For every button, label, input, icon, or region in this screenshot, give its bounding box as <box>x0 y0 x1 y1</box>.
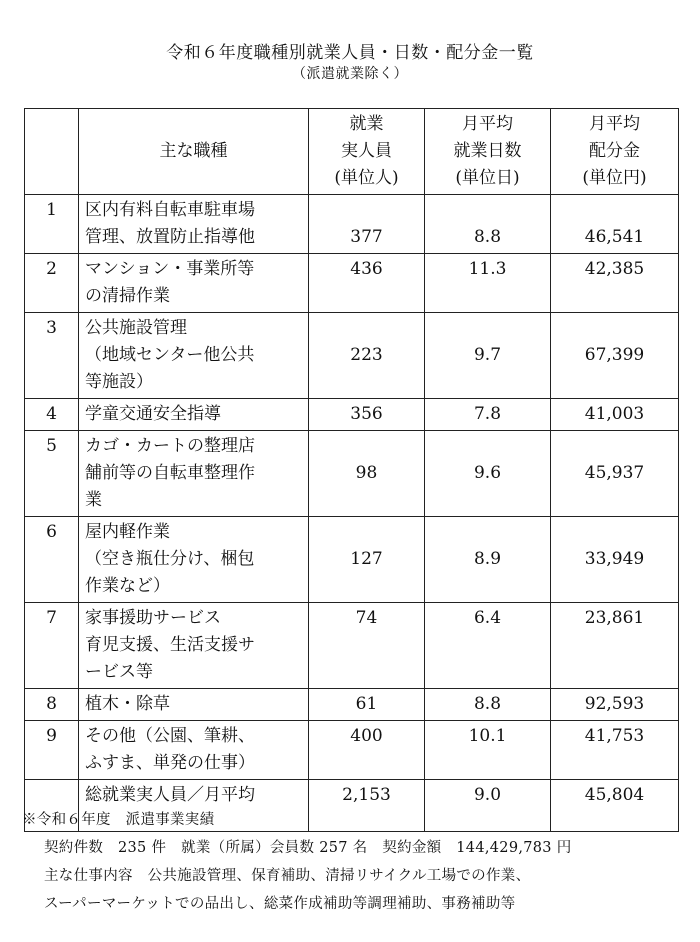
row-people: 127 <box>309 517 425 603</box>
job-line: 舗前等の自転車整理作 <box>85 463 255 483</box>
employment-table <box>24 108 679 832</box>
job-line: マンション・事業所等 <box>85 259 255 279</box>
job-line: 等施設） <box>85 372 153 392</box>
row-pay: 67,399 <box>551 313 679 399</box>
table-row <box>25 721 679 780</box>
header-people-line: 就業 <box>349 114 384 134</box>
table-header-row <box>25 109 679 195</box>
row-number: 4 <box>25 399 79 431</box>
row-pay: 46,541 <box>551 195 679 254</box>
row-pay: 42,385 <box>551 254 679 313</box>
header-pay-line: 月平均 <box>589 114 640 134</box>
row-number: 2 <box>25 254 79 313</box>
header-pay-line: 配分金 <box>589 141 640 161</box>
job-line: 作業など） <box>85 576 170 596</box>
job-line: 管理、放置防止指導他 <box>85 227 255 247</box>
dispatch-work-line: スーパーマーケットでの品出し、総菜作成補助等調理補助、事務補助等 <box>44 896 516 912</box>
row-people: 74 <box>309 603 425 689</box>
job-line: ービス等 <box>85 662 153 682</box>
row-people: 436 <box>309 254 425 313</box>
row-people: 356 <box>309 399 425 431</box>
row-job <box>79 721 309 780</box>
row-people: 98 <box>309 431 425 517</box>
table-row <box>25 313 679 399</box>
header-days-line: 月平均 <box>462 114 513 134</box>
row-people: 400 <box>309 721 425 780</box>
job-line: （空き瓶仕分け、梱包 <box>85 549 255 569</box>
row-number: 6 <box>25 517 79 603</box>
header-pay <box>551 109 679 195</box>
job-line: 業 <box>85 490 102 510</box>
row-number: 5 <box>25 431 79 517</box>
row-days: 7.8 <box>425 399 551 431</box>
row-number: 9 <box>25 721 79 780</box>
header-number <box>25 109 79 195</box>
row-days: 8.8 <box>425 195 551 254</box>
row-people: 61 <box>309 689 425 721</box>
table-row <box>25 431 679 517</box>
header-job: 主な職種 <box>79 109 309 195</box>
row-days: 10.1 <box>425 721 551 780</box>
total-label: 総就業実人員／月平均 <box>79 780 309 832</box>
row-job <box>79 431 309 517</box>
row-days: 6.4 <box>425 603 551 689</box>
page-subtitle: （派遣就業除く） <box>292 66 408 82</box>
header-pay-line: (単位円) <box>582 168 647 188</box>
row-job <box>79 517 309 603</box>
job-line: カゴ・カートの整理店 <box>85 436 255 456</box>
table-row <box>25 399 679 431</box>
job-line: 育児支援、生活支援サ <box>85 635 255 655</box>
job-line: 公共施設管理 <box>85 318 187 338</box>
row-days: 11.3 <box>425 254 551 313</box>
row-job <box>79 689 309 721</box>
dispatch-heading: ※令和６年度 派遣事業実績 <box>22 812 215 828</box>
job-line: 学童交通安全指導 <box>85 404 221 424</box>
header-people-line: (単位人) <box>334 168 399 188</box>
row-number: 8 <box>25 689 79 721</box>
job-line: 家事援助サービス <box>85 608 221 628</box>
header-days-line: (単位日) <box>455 168 520 188</box>
row-job <box>79 313 309 399</box>
row-people: 223 <box>309 313 425 399</box>
row-days: 8.8 <box>425 689 551 721</box>
row-pay: 92,593 <box>551 689 679 721</box>
row-pay: 33,949 <box>551 517 679 603</box>
total-people: 2,153 <box>309 780 425 832</box>
job-line: 屋内軽作業 <box>85 522 170 542</box>
row-days: 9.6 <box>425 431 551 517</box>
job-line: その他（公園、筆耕、 <box>85 726 255 746</box>
row-number: 1 <box>25 195 79 254</box>
row-job <box>79 603 309 689</box>
row-pay: 23,861 <box>551 603 679 689</box>
table-row <box>25 254 679 313</box>
dispatch-contracts: 契約件数 235 件 就業（所属）会員数 257 名 契約金額 144,429,783 円 <box>44 840 572 856</box>
row-pay: 41,753 <box>551 721 679 780</box>
table-row <box>25 603 679 689</box>
row-pay: 45,937 <box>551 431 679 517</box>
table-row <box>25 517 679 603</box>
header-people <box>309 109 425 195</box>
header-days-line: 就業日数 <box>453 141 522 161</box>
row-pay: 41,003 <box>551 399 679 431</box>
row-job <box>79 399 309 431</box>
row-days: 8.9 <box>425 517 551 603</box>
row-number: 7 <box>25 603 79 689</box>
row-people: 377 <box>309 195 425 254</box>
row-job <box>79 195 309 254</box>
table-row <box>25 689 679 721</box>
job-line: 区内有料自転車駐車場 <box>85 200 255 220</box>
total-days: 9.0 <box>425 780 551 832</box>
row-job <box>79 254 309 313</box>
dispatch-work-line: 主な仕事内容 公共施設管理、保育補助、清掃リサイクル工場での作業、 <box>44 868 531 884</box>
total-pay: 45,804 <box>551 780 679 832</box>
job-line: の清掃作業 <box>85 286 170 306</box>
table-row <box>25 195 679 254</box>
job-line: （地域センター他公共 <box>85 345 255 365</box>
page-title: 令和６年度職種別就業人員・日数・配分金一覧 <box>166 43 534 63</box>
header-days <box>425 109 551 195</box>
header-people-line: 実人員 <box>341 141 392 161</box>
job-line: ふすま、単発の仕事） <box>85 753 255 773</box>
job-line: 植木・除草 <box>85 694 170 714</box>
row-days: 9.7 <box>425 313 551 399</box>
row-number: 3 <box>25 313 79 399</box>
